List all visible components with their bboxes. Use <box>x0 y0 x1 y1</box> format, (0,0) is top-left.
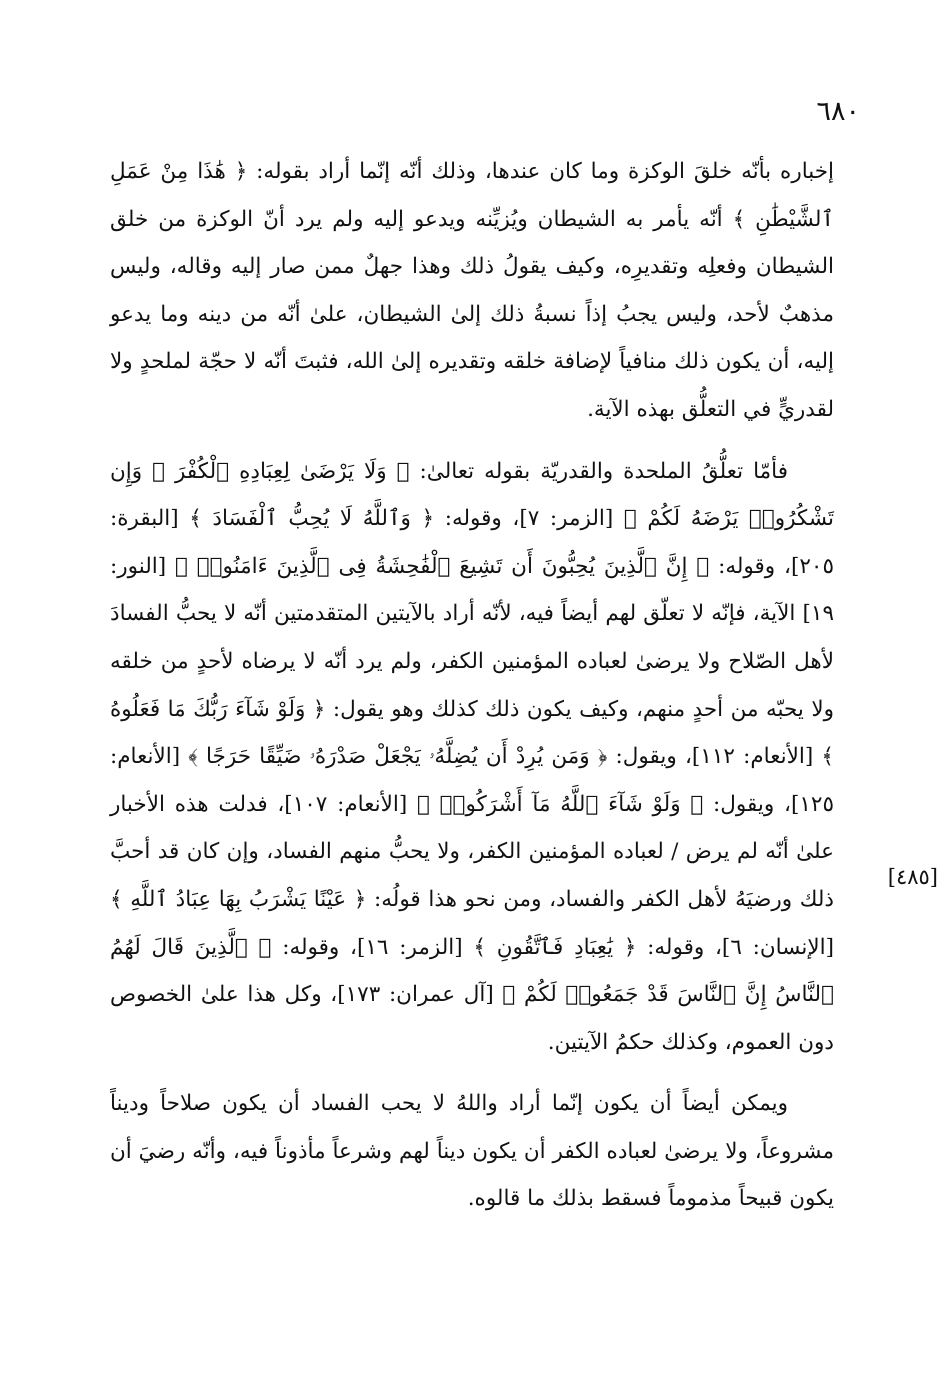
paragraph-3: ويمكن أيضاً أن يكون إنّما أراد واللهُ لا يحب الفساد أن يكون صلاحاً وديناً مشروعاً، ولا يرضىٰ لعباده الكفر أن يكون ديناً لهم وشرعاً مأذوناً فيه، وأنّه رضيَ أن يكون قبيحاً مذموماً فسقط بذلك ما قالوه. <box>110 1091 834 1212</box>
paragraph-1: إخباره بأنّه خلقَ الوكزة وما كان عندها، وذلك أنّه إنّما أراد بقوله: ﴿ هَٰذَا مِنْ عَمَلِ ٱلشَّيْطَٰنِ ﴾ أنّه يأمر به الشيطان ويُزيِّنه ويدعو إليه ولم يرد أنّ الوكزة من خلق الشيطان وفعلِه وتقديرِه، وكيف يقولُ ذلك وهذا جهلٌ ممن صار إليه وقاله، وليس مذهبٌ لأحد، وليس يجبُ إذاً نسبةُ ذلك إلىٰ الشيطان، علىٰ أنّه من دينه وما يدعو إليه، أن يكون ذلك منافياً لإضافة خلقه وتقديره إلىٰ الله، فثبتَ أنّه لا حجّة لملحدٍ ولا لقدريٍّ في التعلُّق بهذه الآية. <box>110 159 834 422</box>
body-text <box>110 148 834 1223</box>
page-number: ٦٨٠ <box>816 96 860 127</box>
manuscript-page-marker: [٤٨٥] <box>887 865 938 889</box>
paragraph-2: فأمّا تعلُّقُ الملحدة والقدريّة بقوله تعالىٰ: ﴿ وَلَا يَرْضَىٰ لِعِبَادِهِ ٱلْكُفْرَ ۖ وَإِن تَشْكُرُوا۟ يَرْضَهُ لَكُمْ ﴾ [الزمر: ٧]، وقوله: ﴿ وَٱللَّهُ لَا يُحِبُّ ٱلْفَسَادَ ﴾ [البقرة: ٢٠٥]، وقوله: ﴿ إِنَّ ٱلَّذِينَ يُحِبُّونَ أَن تَشِيعَ ٱلْفَٰحِشَةُ فِى ٱلَّذِينَ ءَامَنُوا۟ ﴾ [النور: ١٩] الآية، فإنّه لا تعلّق لهم أيضاً فيه، لأنّه أراد بالآيتين المتقدمتين أنّه لا يحبُّ الفسادَ لأهل الصّلاح ولا يرضىٰ لعباده المؤمنين الكفر، ولم يرد أنّه لا يرضاه لأحدٍ من خلقه ولا يحبّه من أحدٍ منهم، وكيف يكون ذلك كذلك وهو يقول: ﴿ وَلَوْ شَآءَ رَبُّكَ مَا فَعَلُوهُ ﴾ [الأنعام: ١١٢]، ويقول: ﴿ وَمَن يُرِدْ أَن يُضِلَّهُۥ يَجْعَلْ صَدْرَهُۥ ضَيِّقًا حَرَجًا ﴾ [الأنعام: ١٢٥]، ويقول: ﴿ وَلَوْ شَآءَ ٱللَّهُ مَآ أَشْرَكُوا۟ ﴾ [الأنعام: ١٠٧]، فدلت هذه الأخبار علىٰ أنّه لم يرض / لعباده المؤمنين الكفر، ولا يحبُّ منهم الفساد، وإن كان قد أحبَّ ذلك ورضيَهُ لأهل الكفر والفساد، ومن نحو هذا قولُه: ﴿ عَيْنًا يَشْرَبُ بِهَا عِبَادُ ٱللَّهِ ﴾ [الإنسان: ٦]، وقوله: ﴿ يَٰعِبَادِ فَٱتَّقُونِ ﴾ [الزمر: ١٦]، وقوله: ﴿ ٱلَّذِينَ قَالَ لَهُمُ ٱلنَّاسُ إِنَّ ٱلنَّاسَ قَدْ جَمَعُوا۟ لَكُمْ ﴾ [آل عمران: ١٧٣]، وكل هذا علىٰ الخصوص دون العموم، وكذلك حكمُ الآيتين. <box>110 458 835 1055</box>
